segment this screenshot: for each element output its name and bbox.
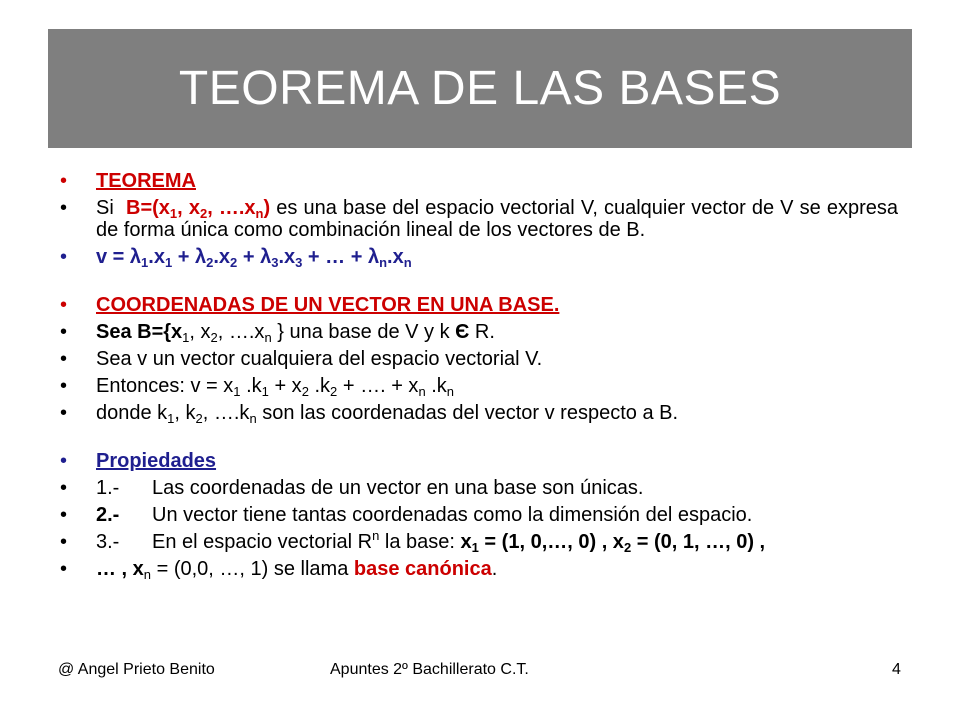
base-definition: $B=(x_1$, $x_2$, $\dots.x_n$) [126,197,271,221]
property-3: • 3.- En el espacio vectorial $R^n$ la base: $x_1 = (1$, 0,…, 0) , $x_2 = (0$, 1, …, 0) , [60,528,766,555]
property-2: • 2.- Un vector tiene tantas coordenadas como la dimensión del espacio. [60,504,753,526]
bullet: • [60,402,68,424]
coordinates-heading: COORDENADAS DE UN VECTOR EN UNA BASE. [96,294,560,316]
properties-heading-item [58,450,898,472]
statement-text: es una base del espacio vectorial V, cualquier vector de V se expresa de forma única como combinación lineal de los vectores de B. [96,197,898,241]
slide-title: TEOREMA DE LAS BASES [178,62,782,115]
footer-course: Apuntes 2º Bachillerato C.T. [330,661,529,678]
properties-heading: Propiedades [96,450,217,472]
canonical-base-term: base canónica [353,558,492,580]
property-3-continued: • … , $x_n = (0,0$, …, 1) se llama base canónica. [60,558,498,582]
footer-page-number: 4 [892,661,901,678]
bullet: • [60,504,68,526]
bullet: • [60,321,68,343]
statement-text: Si [96,197,114,219]
bullet: • [60,348,68,370]
bullet: • [60,477,68,499]
theorem-heading: TEOREMA [96,170,196,192]
footer-author: @ Angel Prieto Benito [58,661,215,678]
coordinates-entonces-line: • Entonces: $v = x_1$ $.k_1 + x_2$ $.k_2$ + …. + $x_n$ $.k_n$ [60,375,455,399]
slide-body [58,170,898,585]
bullet: • [60,558,68,580]
bullet: • [60,375,68,397]
linear-combination-formula: • $v = \lambda_1.x_1 + \lambda_2.x_2 + \lambda_3.x_3$ + … + $\lambda_n.x_n$ [60,246,412,270]
bullet: • [60,197,68,219]
title-bar [48,29,912,148]
theorem-heading-item [58,170,898,192]
coordinates-sea-line: • Sea $B=\{x_1$, $x_2$, $\dots.x_n$ } una base de V y k Є R. [60,321,495,345]
bullet: • [60,531,68,553]
footer [0,661,960,685]
coordinates-donde-line: • donde $k_1$, $k_2$, $\dots.k_n$ son las coordenadas del vector v respecto a B. [60,402,679,426]
bullet: • [60,170,68,192]
coordinates-heading-item [58,294,898,316]
coordinates-vector-line: • Sea v un vector cualquiera del espacio vectorial V. [60,348,543,370]
property-1: • 1.- Las coordenadas de un vector en una base son únicas. [60,477,644,499]
theorem-statement [58,197,898,241]
bullet: • [60,246,68,268]
bullet: • [60,450,68,472]
bullet: • [60,294,68,316]
